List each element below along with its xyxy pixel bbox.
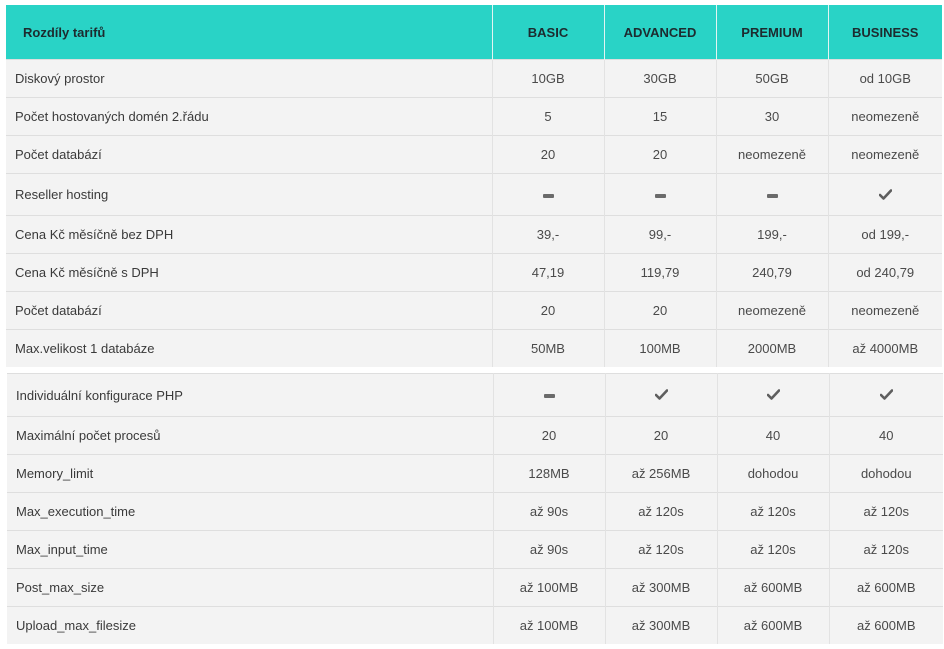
cell-value: 10GB [492, 60, 604, 98]
cell-value: až 600MB [829, 569, 943, 607]
row-label: Cena Kč měsíčně bez DPH [6, 216, 492, 254]
cell-value: 30 [716, 98, 828, 136]
cell-value: až 120s [829, 531, 943, 569]
row-label: Diskový prostor [6, 60, 492, 98]
cell-value: od 199,- [828, 216, 942, 254]
cell-value: 2000MB [716, 330, 828, 368]
cell-value: 20 [604, 292, 716, 330]
table-header-row [6, 5, 942, 60]
cell-value: 47,19 [492, 254, 604, 292]
cell-value: 99,- [604, 216, 716, 254]
cell-value: 40 [717, 417, 829, 455]
row-label: Post_max_size [7, 569, 493, 607]
row-label: Max_input_time [7, 531, 493, 569]
cell-value: 40 [829, 417, 943, 455]
table-row [7, 607, 943, 645]
cell-value: až 90s [493, 493, 605, 531]
row-label: Cena Kč měsíčně s DPH [6, 254, 492, 292]
cell-value: 39,- [492, 216, 604, 254]
cell-no [716, 174, 828, 216]
cell-value: 50MB [492, 330, 604, 368]
tariff-table [6, 5, 942, 367]
table-row [7, 493, 943, 531]
php-table [7, 373, 943, 644]
cell-value: až 120s [717, 493, 829, 531]
cell-value: od 10GB [828, 60, 942, 98]
cell-value: až 300MB [605, 607, 717, 645]
cell-value: až 600MB [829, 607, 943, 645]
table-row [6, 174, 942, 216]
cell-yes [717, 374, 829, 417]
table-row [7, 417, 943, 455]
table-row [7, 531, 943, 569]
cell-value: 15 [604, 98, 716, 136]
dash-icon [544, 394, 555, 398]
dash-icon [767, 194, 778, 198]
cell-value: 20 [605, 417, 717, 455]
cell-value: až 120s [605, 493, 717, 531]
cell-value: neomezeně [716, 292, 828, 330]
cell-value: neomezeně [716, 136, 828, 174]
cell-yes [605, 374, 717, 417]
table-title: Rozdíly tarifů [6, 5, 492, 60]
check-icon [655, 388, 668, 403]
check-icon [879, 188, 892, 203]
row-label: Upload_max_filesize [7, 607, 493, 645]
table-row [7, 455, 943, 493]
cell-value: až 300MB [605, 569, 717, 607]
cell-value: až 600MB [717, 569, 829, 607]
table-row [6, 254, 942, 292]
row-label: Reseller hosting [6, 174, 492, 216]
cell-value: 20 [493, 417, 605, 455]
cell-value: dohodou [717, 455, 829, 493]
cell-value: 119,79 [604, 254, 716, 292]
cell-value: až 600MB [717, 607, 829, 645]
cell-value: neomezeně [828, 98, 942, 136]
table-row [6, 330, 942, 368]
cell-value: od 240,79 [828, 254, 942, 292]
cell-value: až 4000MB [828, 330, 942, 368]
cell-value: 240,79 [716, 254, 828, 292]
cell-value: 20 [492, 136, 604, 174]
row-label: Maximální počet procesů [7, 417, 493, 455]
cell-value: neomezeně [828, 136, 942, 174]
table-row [7, 374, 943, 417]
cell-value: 100MB [604, 330, 716, 368]
row-label: Memory_limit [7, 455, 493, 493]
table-row [6, 98, 942, 136]
table-row [6, 60, 942, 98]
plan-basic-header: BASIC [492, 5, 604, 60]
row-label: Počet databází [6, 136, 492, 174]
cell-value: 20 [604, 136, 716, 174]
cell-value: až 100MB [493, 569, 605, 607]
cell-yes [828, 174, 942, 216]
row-label: Počet databází [6, 292, 492, 330]
cell-value: 50GB [716, 60, 828, 98]
table-row [6, 136, 942, 174]
cell-value: neomezeně [828, 292, 942, 330]
cell-value: až 90s [493, 531, 605, 569]
plan-premium-header: PREMIUM [716, 5, 828, 60]
cell-value: 199,- [716, 216, 828, 254]
dash-icon [543, 194, 554, 198]
plan-business-header: BUSINESS [828, 5, 942, 60]
cell-no [493, 374, 605, 417]
cell-value: 20 [492, 292, 604, 330]
cell-no [604, 174, 716, 216]
cell-value: až 120s [829, 493, 943, 531]
dash-icon [655, 194, 666, 198]
cell-value: až 120s [717, 531, 829, 569]
plan-advanced-header: ADVANCED [604, 5, 716, 60]
table-row [6, 292, 942, 330]
cell-value: až 256MB [605, 455, 717, 493]
row-label: Individuální konfigurace PHP [7, 374, 493, 417]
cell-no [492, 174, 604, 216]
cell-value: 128MB [493, 455, 605, 493]
row-label: Max_execution_time [7, 493, 493, 531]
cell-value: 5 [492, 98, 604, 136]
cell-value: až 100MB [493, 607, 605, 645]
table-row [7, 569, 943, 607]
check-icon [767, 388, 780, 403]
table-row [6, 216, 942, 254]
cell-value: až 120s [605, 531, 717, 569]
row-label: Max.velikost 1 databáze [6, 330, 492, 368]
cell-value: dohodou [829, 455, 943, 493]
row-label: Počet hostovaných domén 2.řádu [6, 98, 492, 136]
cell-yes [829, 374, 943, 417]
cell-value: 30GB [604, 60, 716, 98]
check-icon [880, 388, 893, 403]
